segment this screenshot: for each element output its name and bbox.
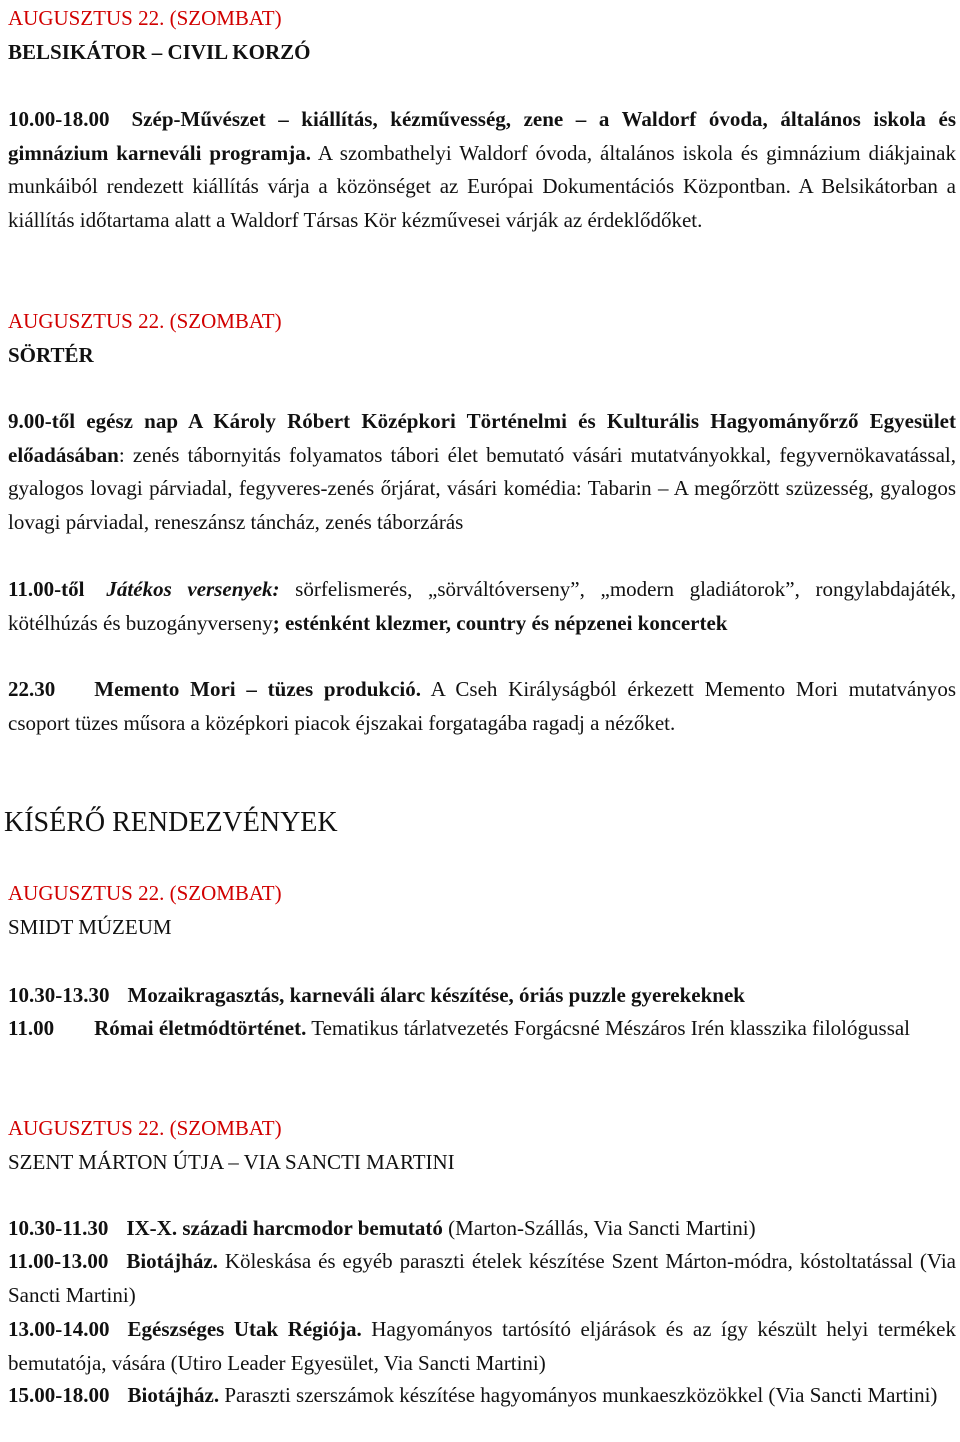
event-description: (Marton-Szállás, Via Sancti Martini) <box>442 1216 756 1240</box>
event-description: Hagyományos tartósító eljárások és az így készült helyi termékek bemutatója, vására (Utiro Leader Egyesület, Via Sancti Martini) <box>8 1317 956 1375</box>
event-title: Biotájház. <box>126 1249 218 1273</box>
event-time: 10.30-11.30 <box>8 1216 109 1240</box>
event-mozaik <box>8 979 956 1013</box>
section-venue: SMIDT MÚZEUM <box>8 914 172 939</box>
section-szent-marton <box>8 1112 956 1179</box>
event-title: Biotájház. <box>127 1383 220 1407</box>
event-waldorf <box>8 103 956 237</box>
event-memento-mori <box>8 673 956 740</box>
section-venue: BELSIKÁTOR – CIVIL KORZÓ <box>8 39 311 64</box>
section-smidt-muzeum <box>8 877 956 944</box>
event-time: 11.00 <box>8 1016 55 1040</box>
event-harcmodor <box>8 1212 956 1246</box>
event-extra: ; esténként klezmer, country és népzenei koncertek <box>272 610 728 635</box>
event-title: IX-X. századi harcmodor bemutató <box>126 1216 443 1240</box>
section-date: AUGUSZTUS 22. (SZOMBAT) <box>8 1116 282 1140</box>
event-egeszseges-utak <box>8 1313 956 1380</box>
section-date: AUGUSZTUS 22. (SZOMBAT) <box>8 309 282 333</box>
event-title: Római életmódtörténet. <box>94 1016 307 1040</box>
section-belsikator <box>8 2 956 69</box>
event-biotajhaz-2 <box>8 1379 956 1413</box>
event-title: egész nap A Károly Róbert Középkori Történelmi és Kulturális Hagyományőrző Egyesület előadásában <box>8 409 956 467</box>
event-title: Memento Mori – tüzes produkció. <box>94 677 422 701</box>
section-date: AUGUSZTUS 22. (SZOMBAT) <box>8 6 282 30</box>
event-title: Szép-Művészet – kiállítás, kézművesség, zene – a Waldorf óvoda, általános iskola és gimnázium karneváli programja. <box>8 107 956 165</box>
event-time: 13.00-14.00 <box>8 1317 110 1341</box>
event-title: Játékos versenyek: <box>106 577 280 601</box>
section-date: AUGUSZTUS 22. (SZOMBAT) <box>8 881 282 905</box>
event-time: 11.00-13.00 <box>8 1249 109 1273</box>
event-description: A szombathelyi Waldorf óvoda, általános iskola és gimnázium diákjainak munkáiból rendezett kiállítás várja a közönséget az Európai Dokumentációs Központban. A Belsikátorban a kiállítás időtartama alatt a Waldorf Társas Kör kézművesei várják az érdeklődőket. <box>8 140 956 232</box>
event-title: Mozaikragasztás, karneváli álarc készítése, óriás puzzle gyerekeknek <box>127 983 745 1007</box>
page-heading: KÍSÉRŐ RENDEZVÉNYEK <box>4 807 338 838</box>
event-title: Egészséges Utak Régiója. <box>127 1317 362 1341</box>
section-venue: SÖRTÉR <box>8 342 94 367</box>
event-description: A Cseh Királyságból érkezett Memento Mori mutatványos csoport tüzes műsora a középkori piacok éjszakai forgatagába ragadj a nézőket. <box>8 677 957 735</box>
event-time: 11.00-től <box>8 577 85 601</box>
section-sorter <box>8 305 956 372</box>
event-description: : zenés tábornyitás folyamatos tábori élet bemutató vásári mutatványokkal, fegyvernökavatással, gyalogos lovagi párviadal, fegyveres-zenés őrjárat, vásári komédia: Tabarin – A megőrzött szüzesség, gyalogos lovagi párviadal, reneszánsz táncház, zenés táborzárás <box>8 442 956 534</box>
event-description: sörfelismerés, „sörváltóverseny”, „modern gladiátorok”, rongylabdajáték, kötélhúzás és buzogányverseny <box>8 577 956 635</box>
event-time: 10.00-18.00 <box>8 107 110 131</box>
section-venue: SZENT MÁRTON ÚTJA – VIA SANCTI MARTINI <box>8 1149 455 1174</box>
event-biotajhaz-1 <box>8 1245 956 1312</box>
event-description: Köleskása és egyéb paraszti ételek készítése Szent Márton-módra, kóstoltatással (Via Sancti Martini) <box>8 1249 956 1307</box>
event-description: Paraszti szerszámok készítése hagyományos munkaeszközökkel (Via Sancti Martini) <box>219 1383 938 1407</box>
event-time: 10.30-13.30 <box>8 983 110 1007</box>
event-time: 15.00-18.00 <box>8 1383 110 1407</box>
event-karoly-robert <box>8 405 956 539</box>
event-jatekos-versenyek <box>8 573 956 640</box>
event-romai <box>8 1012 956 1046</box>
event-time: 9.00-től <box>8 409 76 433</box>
event-time: 22.30 <box>8 677 56 701</box>
event-description: Tematikus tárlatvezetés Forgácsné Mészáros Irén klasszika filológussal <box>306 1016 911 1040</box>
